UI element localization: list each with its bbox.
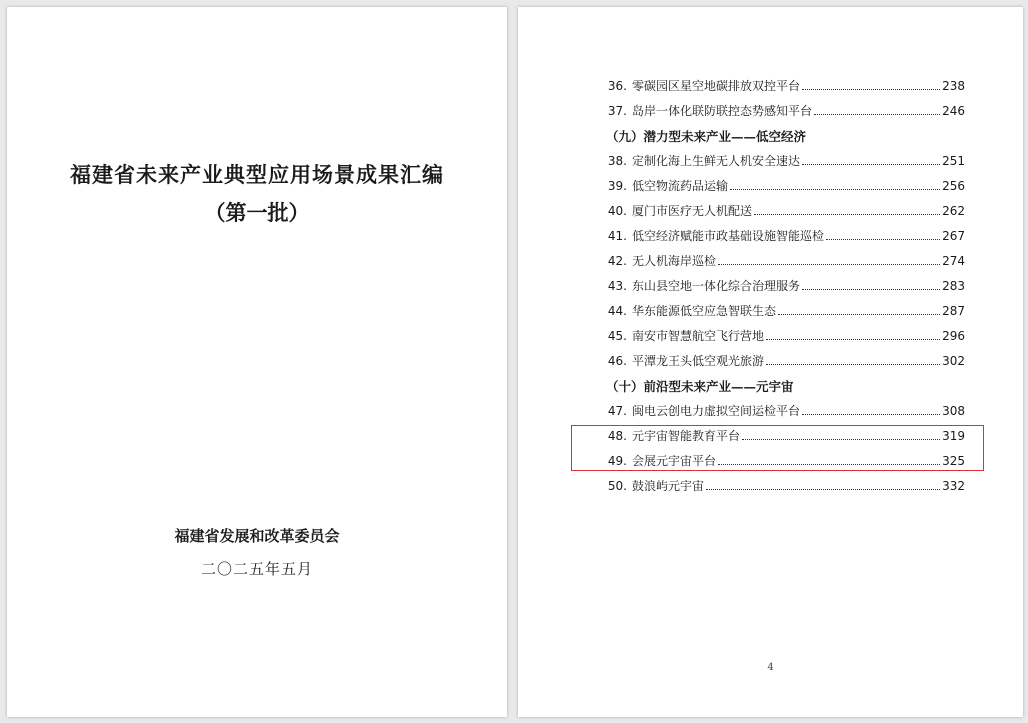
toc-entry [598, 173, 965, 198]
toc-entry [598, 398, 965, 423]
toc-entry-page: 302 [942, 353, 965, 368]
toc-entry [598, 98, 965, 123]
toc-dot-leader [766, 364, 940, 365]
cover-subtitle: （第一批） [204, 200, 310, 225]
toc-dot-leader [826, 239, 940, 240]
toc-entry [598, 298, 965, 323]
toc-entry-number: 44. [607, 303, 627, 318]
toc-entry-title: 会展元宇宙平台 [632, 454, 717, 468]
toc-entry-page: 325 [942, 453, 965, 468]
cover-title: 福建省未来产业典型应用场景成果汇编 [70, 162, 444, 187]
toc-entry [598, 323, 965, 348]
toc-entry-title: 平潭龙王头低空观光旅游 [632, 354, 765, 368]
toc-entry-title: 岛岸一体化联防联控态势感知平台 [632, 104, 813, 118]
toc-entry-number: 40. [607, 203, 627, 218]
toc-section-heading: （九）潜力型未来产业——低空经济 [606, 128, 807, 144]
toc-entry-number: 46. [607, 353, 627, 368]
toc-entry-title: 厦门市医疗无人机配送 [632, 204, 753, 218]
toc-entry-page: 319 [942, 428, 965, 443]
toc-dot-leader [778, 314, 940, 315]
toc-entry-page: 251 [942, 153, 965, 168]
toc-entry [598, 73, 965, 98]
toc-entry-page: 274 [942, 253, 965, 268]
toc-entry [598, 473, 965, 498]
toc-entry-page: 267 [942, 228, 965, 243]
toc-section-heading: （十）前沿型未来产业——元宇宙 [606, 378, 794, 394]
toc-dot-leader [766, 339, 940, 340]
toc-entry-number: 48. [607, 428, 627, 443]
toc-entry-number: 50. [607, 478, 627, 493]
toc-entry-number: 45. [607, 328, 627, 343]
toc-dot-leader [802, 414, 940, 415]
toc-dot-leader [718, 264, 940, 265]
toc-page [518, 7, 1023, 717]
toc-entry-page: 332 [942, 478, 965, 493]
toc-dot-leader [802, 289, 940, 290]
toc-dot-leader [802, 89, 940, 90]
toc-entry-number: 47. [607, 403, 627, 418]
toc-entry [598, 273, 965, 298]
toc-entry [598, 223, 965, 248]
toc-entry-page: 246 [942, 103, 965, 118]
toc-entry-title: 元宇宙智能教育平台 [632, 429, 741, 443]
toc-dot-leader [730, 189, 940, 190]
toc-entry-number: 43. [607, 278, 627, 293]
toc-dot-leader [802, 164, 940, 165]
toc-entry-title: 鼓浪屿元宇宙 [632, 479, 705, 493]
toc-entry-page: 283 [942, 278, 965, 293]
toc-entry-page: 238 [942, 78, 965, 93]
toc-entry-page: 296 [942, 328, 965, 343]
cover-page [7, 7, 507, 717]
page-number: 4 [767, 662, 774, 673]
toc-entry-title: 闽电云创电力虚拟空间运检平台 [632, 404, 801, 418]
toc-entry-number: 39. [607, 178, 627, 193]
toc-entry-page: 287 [942, 303, 965, 318]
cover-organization: 福建省发展和改革委员会 [174, 527, 340, 545]
highlight-box [571, 425, 984, 471]
toc-entry-page: 262 [942, 203, 965, 218]
toc-dot-leader [754, 214, 940, 215]
toc-dot-leader [814, 114, 940, 115]
toc-entry-title: 无人机海岸巡检 [632, 254, 717, 268]
toc-entry-title: 定制化海上生鲜无人机安全速达 [632, 154, 801, 168]
toc-dot-leader [706, 489, 940, 490]
toc-entry-title: 华东能源低空应急智联生态 [632, 304, 777, 318]
toc-entry-title: 南安市智慧航空飞行营地 [632, 329, 765, 343]
cover-date: 二〇二五年五月 [200, 560, 313, 578]
toc-entry [598, 348, 965, 373]
toc-entry [598, 248, 965, 273]
toc-entry [598, 198, 965, 223]
toc-entry-page: 308 [942, 403, 965, 418]
toc-entry-title: 零碳园区星空地碳排放双控平台 [632, 79, 801, 93]
toc-entry-title: 低空物流药品运输 [632, 179, 729, 193]
toc-entry-number: 49. [607, 453, 627, 468]
toc-entry-page: 256 [942, 178, 965, 193]
toc-entry-number: 37. [607, 103, 627, 118]
toc-entry-title: 东山县空地一体化综合治理服务 [632, 279, 801, 293]
toc-entry-number: 41. [607, 228, 627, 243]
toc-entry-number: 36. [607, 78, 627, 93]
toc-entry-number: 38. [607, 153, 627, 168]
toc-entry-title: 低空经济赋能市政基础设施智能巡检 [632, 229, 825, 243]
toc-entry-number: 42. [607, 253, 627, 268]
toc-entry [598, 148, 965, 173]
